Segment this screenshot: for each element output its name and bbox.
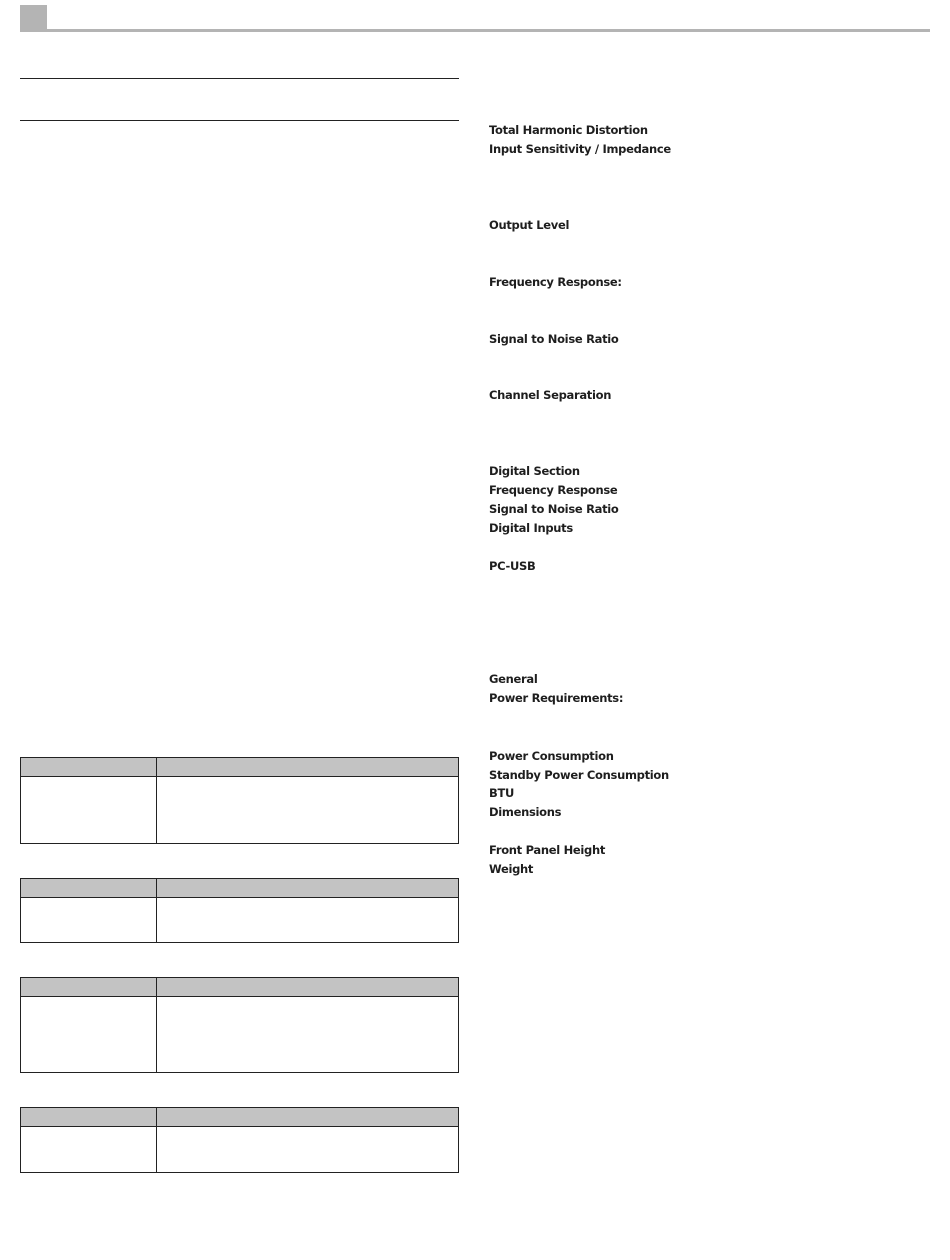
table-row	[21, 1127, 458, 1172]
spec-label-digital-snr: Signal to Noise Ratio	[489, 502, 619, 516]
page-number-tab	[20, 5, 47, 31]
spec-label-standby-power: Standby Power Consumption	[489, 768, 669, 782]
table-cell	[21, 997, 157, 1072]
table-header-row	[21, 879, 458, 898]
table-4	[20, 1107, 459, 1173]
table-header-cell	[21, 758, 157, 776]
spec-label-digital-section: Digital Section	[489, 464, 580, 478]
table-cell	[157, 997, 458, 1072]
section-rule-bottom	[20, 120, 459, 121]
table-header-cell	[21, 978, 157, 996]
table-header-cell	[157, 758, 458, 776]
spec-label-power-requirements: Power Requirements:	[489, 691, 624, 705]
spec-label-weight: Weight	[489, 862, 534, 876]
table-header-cell	[21, 1108, 157, 1126]
table-cell	[21, 1127, 157, 1172]
spec-label-power-consumption: Power Consumption	[489, 749, 614, 763]
table-header-cell	[157, 879, 458, 897]
section-rule-top	[20, 78, 459, 79]
table-header-cell	[157, 1108, 458, 1126]
header-rule	[20, 29, 930, 32]
spec-label-frequency-response: Frequency Response:	[489, 275, 622, 289]
spec-label-channel-separation: Channel Separation	[489, 388, 612, 402]
table-header-row	[21, 1108, 458, 1127]
spec-label-digital-frequency-response: Frequency Response	[489, 483, 618, 497]
table-header-row	[21, 978, 458, 997]
spec-label-front-panel-height: Front Panel Height	[489, 843, 606, 857]
spec-label-dimensions: Dimensions	[489, 805, 562, 819]
spec-label-general: General	[489, 672, 538, 686]
spec-label-input-sensitivity: Input Sensitivity / Impedance	[489, 142, 671, 156]
spec-label-output-level: Output Level	[489, 218, 570, 232]
table-cell	[21, 777, 157, 843]
table-cell	[157, 777, 458, 843]
table-header-row	[21, 758, 458, 777]
table-2	[20, 878, 459, 943]
spec-label-btu: BTU	[489, 786, 515, 800]
spec-label-pc-usb: PC-USB	[489, 559, 536, 573]
spec-label-thd: Total Harmonic Distortion	[489, 123, 648, 137]
table-row	[21, 997, 458, 1072]
table-cell	[157, 1127, 458, 1172]
table-header-cell	[157, 978, 458, 996]
table-header-cell	[21, 879, 157, 897]
table-cell	[21, 898, 157, 942]
table-1	[20, 757, 459, 844]
table-cell	[157, 898, 458, 942]
spec-label-digital-inputs: Digital Inputs	[489, 521, 573, 535]
table-3	[20, 977, 459, 1073]
spec-label-snr: Signal to Noise Ratio	[489, 332, 619, 346]
table-row	[21, 898, 458, 942]
table-row	[21, 777, 458, 843]
